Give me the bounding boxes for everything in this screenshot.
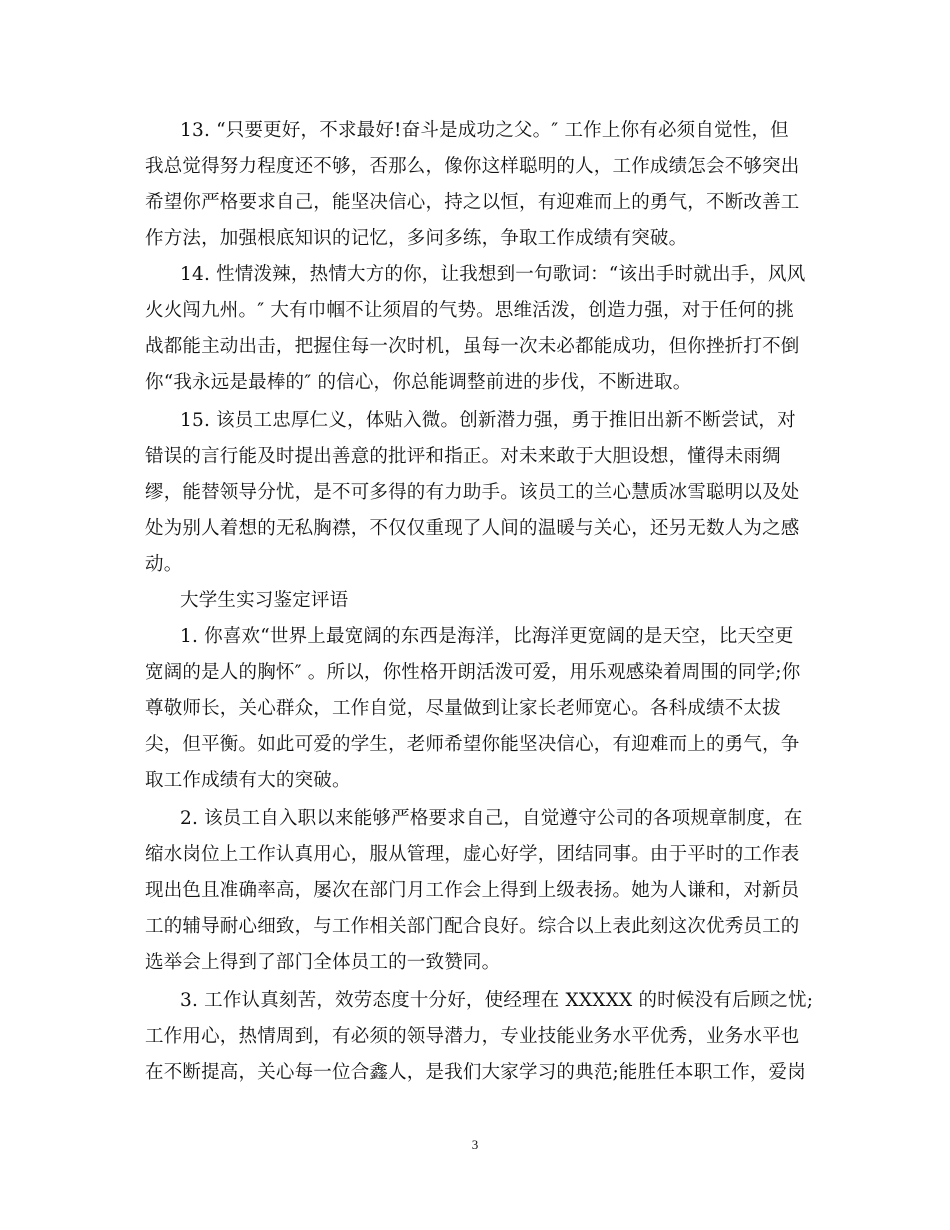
text-line: 13. “只要更好，不求最好!奋斗是成功之父。″ 工作上你有必须自觉性，但 (180, 120, 789, 141)
text-line: 我总觉得努力程度还不够，否那么，像你这样聪明的人，工作成绩怎会不够突出 (145, 156, 800, 177)
text-line: 错误的言行能及时提出善意的批评和指正。对未来敢于大胆设想，懂得未雨绸 (145, 446, 781, 467)
text-line: 希望你严格要求自己，能坚决信心，持之以恒，有迎难而上的勇气，不断改善工 (145, 192, 800, 213)
text-line: 你“我永远是最棒的″ 的信心，你总能调整前进的步伐，不断进取。 (145, 372, 692, 393)
text-line: 15. 该员工忠厚仁义，体贴入微。创新潜力强，勇于推旧出新不断尝试，对 (180, 410, 796, 431)
text-line: 取工作成绩有大的突破。 (145, 770, 351, 791)
text-line: 选举会上得到了部门全体员工的一致赞同。 (145, 952, 501, 973)
text-line: 缪，能替领导分忧，是不可多得的有力助手。该员工的兰心慧质冰雪聪明以及处 (145, 482, 800, 503)
text-line: 宽阔的是人的胸怀″ 。所以，你性格开朗活泼可爱，用乐观感染着周围的同学;你 (145, 662, 801, 683)
section-heading: 大学生实习鉴定评语 (180, 590, 349, 611)
text-line: 缩水岗位上工作认真用心，服从管理，虚心好学，团结同事。由于平时的工作表 (145, 844, 800, 865)
text-line: 14. 性情泼辣，热情大方的你，让我想到一句歌词：“该出手时就出手，风风 (180, 264, 806, 285)
text-line: 工作用心，热情周到，有必须的领导潜力，专业技能业务水平优秀，业务水平也 (145, 1026, 800, 1047)
text-line: 动。 (145, 554, 183, 575)
text-line: 在不断提高，关心每一位合鑫人，是我们大家学习的典范;能胜任本职工作，爱岗 (145, 1062, 806, 1083)
text-line: 1. 你喜欢“世界上最宽阔的东西是海洋，比海洋更宽阔的是天空，比天空更 (180, 626, 794, 647)
text-line: 2. 该员工自入职以来能够严格要求自己，自觉遵守公司的各项规章制度，在 (180, 808, 803, 829)
text-line: 尖，但平衡。如此可爱的学生，老师希望你能坚决信心，有迎难而上的勇气，争 (145, 734, 800, 755)
text-line: 处为别人着想的无私胸襟，不仅仅重现了人间的温暖与关心，还另无数人为之感 (145, 518, 800, 539)
text-line: 3. 工作认真刻苦，效劳态度十分好，使经理在 XXXXX 的时候没有后顾之忧; (180, 990, 814, 1011)
page-number: 3 (471, 1137, 479, 1152)
text-line: 工的辅导耐心细致，与工作相关部门配合良好。综合以上表此刻这次优秀员工的 (145, 916, 800, 937)
text-line: 作方法，加强根底知识的记忆，多问多练，争取工作成绩有突破。 (145, 228, 688, 249)
text-line: 尊敬师长，关心群众，工作自觉，尽量做到让家长老师宽心。各科成绩不太拔 (145, 698, 781, 719)
text-line: 战都能主动出击，把握住每一次时机，虽每一次未必都能成功，但你挫折打不倒 (145, 336, 800, 357)
text-line: 现出色且准确率高，屡次在部门月工作会上得到上级表扬。她为人谦和，对新员 (145, 880, 800, 901)
text-line: 火火闯九州。″ 大有巾帼不让须眉的气势。思维活泼，创造力强，对于任何的挑 (145, 300, 794, 321)
